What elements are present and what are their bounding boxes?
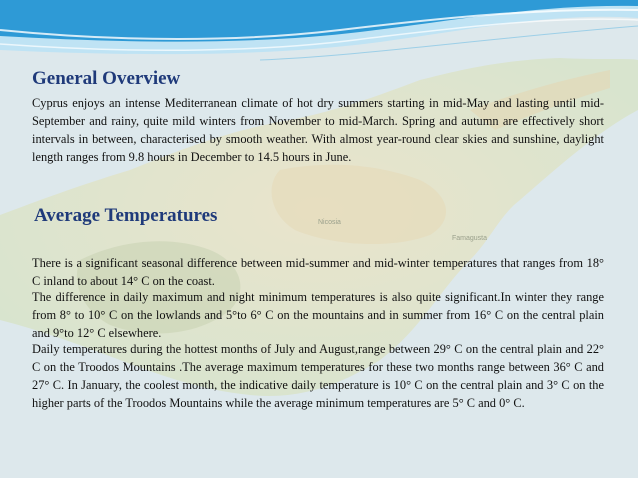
paragraph-seasonal-difference: There is a significant seasonal difference between mid-summer and mid-winter temperatures that ranges from 18° C inland to about 14° C on the coast. — [32, 256, 604, 289]
paragraph-overview: Cyprus enjoys an intense Mediterranean climate of hot dry summers starting in mid-May and lasting until mid-September and rainy, quite mild winters from November to mid-March. Spring and autumn are effectively short intervals in between, characterised by smooth weather. With almost year-round clear skies and sunshine, daylight length ranges from 9.8 hours in December to 14.5 hours in June. — [32, 96, 604, 165]
paragraph-daily-range: The difference in daily maximum and night minimum temperatures is also quite significant.In winter they range from 8° to 10° C on the lowlands and 5°to 6° C on the mountains and in summer from 16° C on the central plain and 9°to 12° C elsewhere. — [32, 290, 604, 341]
heading-average-temperatures: Average Temperatures — [34, 205, 218, 226]
heading-general-overview: General Overview — [32, 68, 181, 89]
map-label-city: Nicosia — [318, 219, 341, 226]
paragraph-hottest-months: Daily temperatures during the hottest months of July and August,range between 29° C on the central plain and 22° C on the Troodos Mountains .The average maximum temperatures for these two months range between 36° C and 27° C. In January, the coolest month, the indicative daily temperature is 10° C on the central plain and 3° C on the higher parts of the Troodos Mountains while the average minimum temperatures are 5° C and 0° C. — [32, 342, 604, 411]
map-label-east-town: Famagusta — [452, 235, 488, 242]
